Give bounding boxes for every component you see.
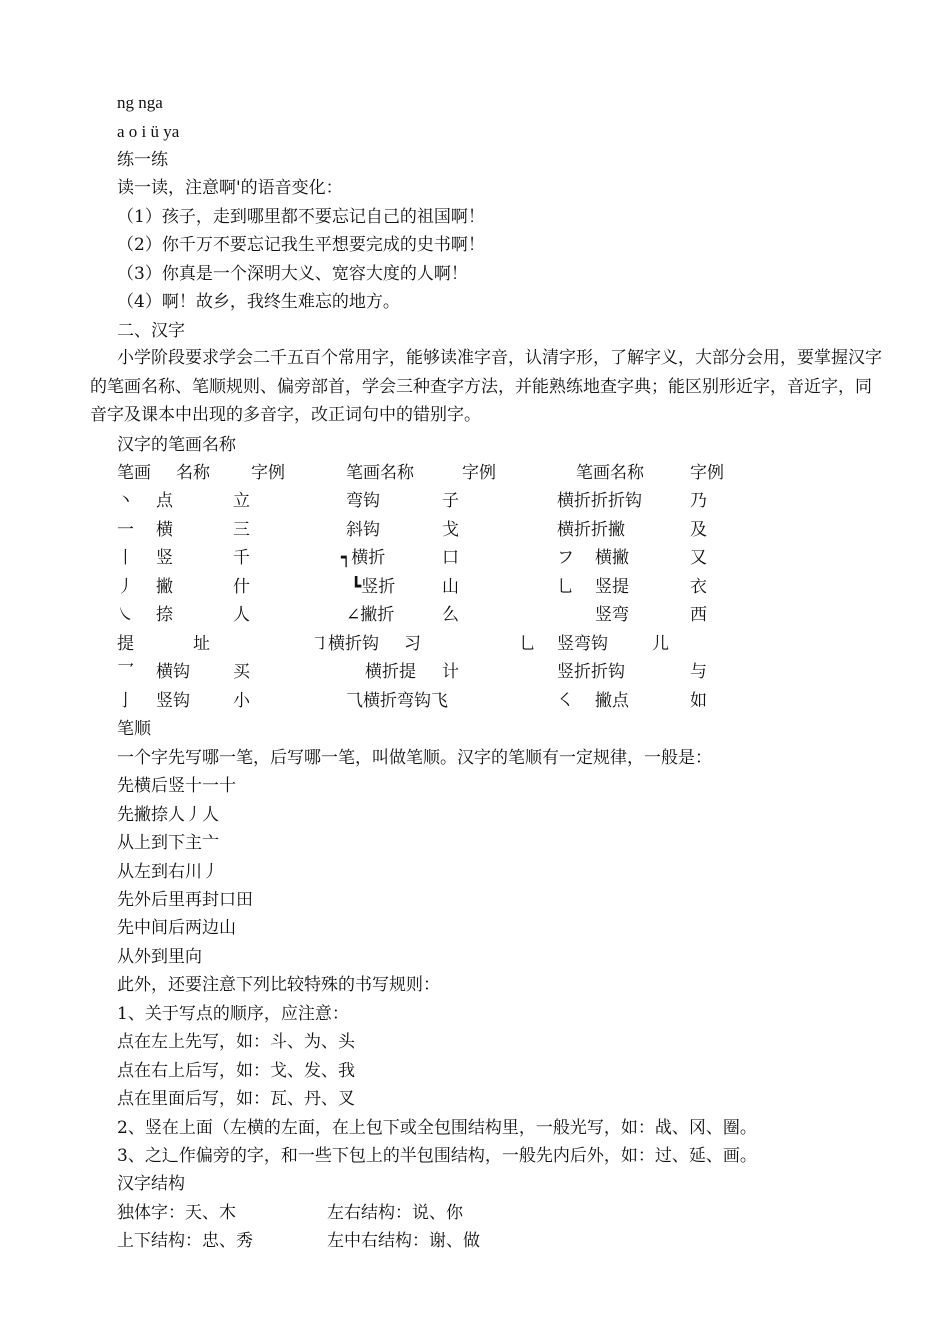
practice-instruction: 读一读，注意啊'的语音变化： bbox=[117, 178, 343, 198]
stroke-cell: ┑横折 bbox=[341, 548, 386, 568]
stroke-cell: 丶 bbox=[117, 491, 134, 511]
stroke-cell: 乚 bbox=[557, 577, 574, 597]
structure-item: 独体字：天、木 bbox=[117, 1203, 236, 1223]
stroke-cell: 址 bbox=[193, 634, 210, 654]
stroke-cell: 竖提 bbox=[595, 577, 629, 597]
stroke-header: 笔画名称 bbox=[346, 463, 414, 483]
stroke-cell: 一 bbox=[117, 520, 134, 540]
dots-rule: 点在左上先写，如：斗、为、头 bbox=[117, 1032, 355, 1052]
stroke-cell: 横 bbox=[156, 520, 173, 540]
pinyin-line-1: ng nga bbox=[117, 93, 163, 112]
stroke-cell: 点 bbox=[156, 491, 173, 511]
hanzi-intro-paragraph: 小学阶段要求学会二千五百个常用字，能够读准字音，认清字形，了解字义，大部分会用，要掌握汉字的笔画名称、笔顺规则、偏旁部首，学会三种查字方法，并能熟练地查字典；能区别形近字，音近字，同音字及课本中出现的多音字，改正词句中的错别字。 bbox=[90, 348, 882, 425]
rule-2: 2、竖在上面（左横的左面，在上包下或全包围结构里，一般光写，如：战、冈、圈。 bbox=[117, 1118, 757, 1138]
stroke-cell: 竖折折钩 bbox=[557, 662, 625, 682]
dots-rule: 点在里面后写，如：瓦、丹、叉 bbox=[117, 1089, 355, 1109]
stroke-cell: 又 bbox=[690, 548, 707, 568]
order-rule: 先外后里再封口田 bbox=[117, 890, 253, 910]
stroke-cell: 什 bbox=[233, 577, 250, 597]
order-rule: 先横后竖十一十 bbox=[117, 776, 236, 796]
structure-item: 上下结构：忠、秀 bbox=[117, 1231, 253, 1251]
order-rule: 从上到下主亠 bbox=[117, 833, 219, 853]
stroke-cell: 竖弯钩 bbox=[557, 634, 608, 654]
stroke-cell: 儿 bbox=[652, 634, 669, 654]
strokes-title: 汉字的笔画名称 bbox=[117, 435, 236, 455]
stroke-cell: ㇆横折钩 bbox=[311, 634, 379, 654]
stroke-cell: 千 bbox=[233, 548, 250, 568]
practice-sentence: （3）你真是一个深明大义、宽容大度的人啊！ bbox=[117, 264, 468, 284]
stroke-cell: 横折提 bbox=[365, 662, 416, 682]
practice-title: 练一练 bbox=[117, 150, 168, 170]
stroke-cell: 与 bbox=[690, 662, 707, 682]
stroke-cell: 乛 bbox=[117, 662, 134, 682]
stroke-header: 笔画 bbox=[117, 463, 151, 483]
order-intro: 一个字先写哪一笔，后写哪一笔，叫做笔顺。汉字的笔顺有一定规律，一般是： bbox=[117, 748, 712, 768]
dots-heading: 1、关于写点的顺序，应注意： bbox=[117, 1004, 349, 1024]
stroke-cell: 山 bbox=[442, 577, 459, 597]
stroke-header: 名称 bbox=[176, 463, 210, 483]
structure-item: 左右结构：说、你 bbox=[327, 1203, 463, 1223]
dots-rule: 点在右上后写，如：戈、发、我 bbox=[117, 1061, 355, 1081]
stroke-cell: 立 bbox=[233, 491, 250, 511]
stroke-cell: ⺄横折弯钩飞 bbox=[346, 691, 448, 711]
stroke-cell: 乃 bbox=[690, 491, 707, 511]
stroke-cell: 戈 bbox=[442, 520, 459, 540]
stroke-header: 字例 bbox=[690, 463, 724, 483]
stroke-header: 字例 bbox=[251, 463, 285, 483]
stroke-cell: 捺 bbox=[156, 605, 173, 625]
stroke-cell: 习 bbox=[404, 634, 421, 654]
practice-sentence: （1）孩子，走到哪里都不要忘记自己的祖国啊！ bbox=[117, 207, 485, 227]
stroke-cell: 子 bbox=[442, 491, 459, 511]
stroke-cell: 西 bbox=[690, 605, 707, 625]
special-rules-intro: 此外，还要注意下列比较特殊的书写规则： bbox=[117, 975, 440, 995]
stroke-cell: 人 bbox=[233, 605, 250, 625]
stroke-cell: 计 bbox=[442, 662, 459, 682]
stroke-header: 笔画名称 bbox=[576, 463, 644, 483]
stroke-cell: 三 bbox=[233, 520, 250, 540]
order-rule: 先中间后两边山 bbox=[117, 918, 236, 938]
stroke-cell: 横折折撇 bbox=[557, 520, 625, 540]
stroke-cell: 斜钩 bbox=[346, 520, 380, 540]
practice-sentence: （4）啊！故乡，我终生难忘的地方。 bbox=[117, 292, 400, 312]
stroke-cell: 如 bbox=[690, 691, 707, 711]
stroke-cell: 乚 bbox=[519, 634, 536, 654]
stroke-cell: 提 bbox=[117, 634, 134, 654]
stroke-cell: 横折折折钩 bbox=[557, 491, 642, 511]
stroke-cell: 口 bbox=[442, 548, 459, 568]
stroke-cell: ㇛ bbox=[557, 691, 574, 711]
order-rule: 先撇捺人丿人 bbox=[117, 805, 219, 825]
stroke-cell: ㇏ bbox=[117, 605, 134, 625]
stroke-cell: 及 bbox=[690, 520, 707, 540]
stroke-cell: 弯钩 bbox=[346, 491, 380, 511]
stroke-cell: 亅 bbox=[117, 691, 134, 711]
stroke-cell: 竖弯 bbox=[595, 605, 629, 625]
stroke-cell: 撇点 bbox=[595, 691, 629, 711]
stroke-cell: ┗竖折 bbox=[351, 577, 396, 597]
stroke-cell: 丨 bbox=[117, 548, 134, 568]
order-title: 笔顺 bbox=[117, 719, 151, 739]
stroke-cell: 竖钩 bbox=[156, 691, 190, 711]
stroke-cell: 竖 bbox=[156, 548, 173, 568]
stroke-cell: 横撇 bbox=[595, 548, 629, 568]
order-rule: 从外到里向 bbox=[117, 947, 202, 967]
structure-title: 汉字结构 bbox=[117, 1174, 185, 1194]
stroke-cell: 么 bbox=[442, 605, 459, 625]
pinyin-line-2: a o i ü ya bbox=[117, 122, 180, 141]
practice-sentence: （2）你千万不要忘记我生平想要完成的史书啊！ bbox=[117, 235, 485, 255]
stroke-header: 字例 bbox=[462, 463, 496, 483]
stroke-cell: ∠撇折 bbox=[346, 605, 395, 625]
stroke-cell: 撇 bbox=[156, 577, 173, 597]
stroke-cell: 横钩 bbox=[156, 662, 190, 682]
rule-3: 3、之辶作偏旁的字，和一些下包上的半包围结构，一般先内后外，如：过、延、画。 bbox=[117, 1146, 757, 1166]
order-rule: 从左到右川丿 bbox=[117, 862, 219, 882]
stroke-cell: 丿 bbox=[117, 577, 134, 597]
stroke-cell: 小 bbox=[233, 691, 250, 711]
stroke-cell: 衣 bbox=[690, 577, 707, 597]
section-heading-hanzi: 二、汉字 bbox=[117, 321, 185, 341]
structure-item: 左中右结构：谢、做 bbox=[327, 1231, 480, 1251]
stroke-cell: 买 bbox=[233, 662, 250, 682]
stroke-cell: フ bbox=[557, 548, 574, 568]
